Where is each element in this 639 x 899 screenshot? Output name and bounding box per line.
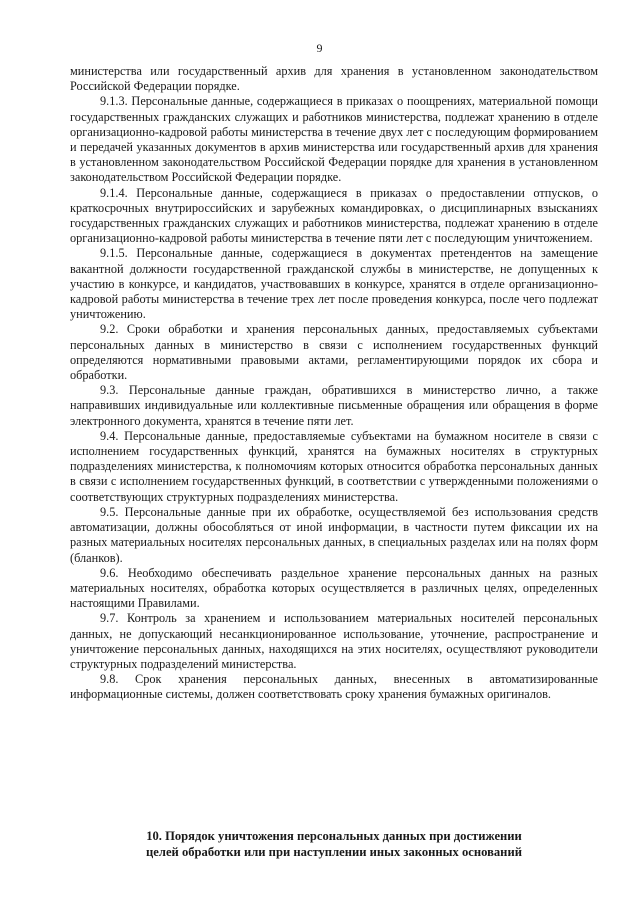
paragraph-9-5: 9.5. Персональные данные при их обработке, осуществляемой без использования средств автоматизации, должны обособляться от иной информации, в частности путем фиксации их на разных материальных носителях персональных данных, в специальных разделах или на полях форм (бланков). bbox=[70, 504, 598, 565]
paragraph-9-4: 9.4. Персональные данные, предоставляемые субъектами на бумажном носителе в связи с исполнением государственных функций, хранятся на бумажных носителях в структурных подразделениях министерства, к полномочиям которых относится обработка персональных данных в связи с исполнением государственных функций, в соответствии с утвержденными положениями о соответствующих структурных подразделениях министерства. bbox=[70, 428, 598, 504]
paragraph-9-2: 9.2. Сроки обработки и хранения персональных данных, предоставляемых субъектами персональных данных в министерство в связи с исполнением государственных функций определяются нормативными правовыми актами, регламентирующими порядок их сбора и обработки. bbox=[70, 322, 598, 383]
section-heading-line-1: 10. Порядок уничтожения персональных данных при достижении bbox=[146, 829, 522, 843]
paragraph-9-6: 9.6. Необходимо обеспечивать раздельное хранение персональных данных на разных материальных носителях, обработка которых осуществляется в различных целях, определенных настоящими Правилами. bbox=[70, 565, 598, 611]
paragraph-9-8: 9.8. Срок хранения персональных данных, внесенных в автоматизированные информационные системы, должен соответствовать сроку хранения бумажных оригиналов. bbox=[70, 672, 598, 702]
paragraph-9-1-3: 9.1.3. Персональные данные, содержащиеся в приказах о поощрениях, материальной помощи государственных гражданских служащих и работников министерства, подлежат хранению в отделе организационно-кадровой работы министерства в течение двух лет с последующим формированием и передачей указанных документов в архив министерства или государственный архив для хранения в установленном законодательством Российской Федерации порядке для хранения в установленном законодательством Российской Федерации порядке. bbox=[70, 94, 598, 185]
paragraph-9-1-5: 9.1.5. Персональные данные, содержащиеся в документах претендентов на замещение вакантной должности государственной гражданской службы в министерстве, не допущенных к участию в конкурсе, и кандидатов, участвовавших в конкурсе, хранятся в отделе организационно-кадровой работы министерства в течение трех лет после проведения конкурса, после чего подлежат уничтожению. bbox=[70, 246, 598, 322]
paragraph-continuation: министерства или государственный архив для хранения в установленном законодательством Российской Федерации порядке. bbox=[70, 64, 598, 94]
paragraph-9-1-4: 9.1.4. Персональные данные, содержащиеся в приказах о предоставлении отпусков, о краткосрочных внутрироссийских и зарубежных командировках, о дисциплинарных взысканиях государственных гражданских служащих и работников министерства, подлежат хранению в отделе организационно-кадровой работы министерства в течение пяти лет с последующим уничтожением. bbox=[70, 185, 598, 246]
section-heading bbox=[70, 828, 598, 860]
page-number: 9 bbox=[316, 41, 323, 55]
section-heading-line-2: целей обработки или при наступлении иных законных оснований bbox=[146, 845, 522, 859]
paragraph-9-7: 9.7. Контроль за хранением и использованием материальных носителей персональных данных, не допускающий несанкционированное использование, уточнение, распространение и уничтожение персональных данных, находящихся на этих носителях, осуществляют руководители структурных подразделений министерства. bbox=[70, 611, 598, 671]
document-body bbox=[70, 64, 598, 703]
paragraph-9-3: 9.3. Персональные данные граждан, обратившихся в министерство лично, а также направивших индивидуальные или коллективные письменные обращения или обращения в форме электронного документа, хранятся в течение пяти лет. bbox=[70, 383, 598, 428]
